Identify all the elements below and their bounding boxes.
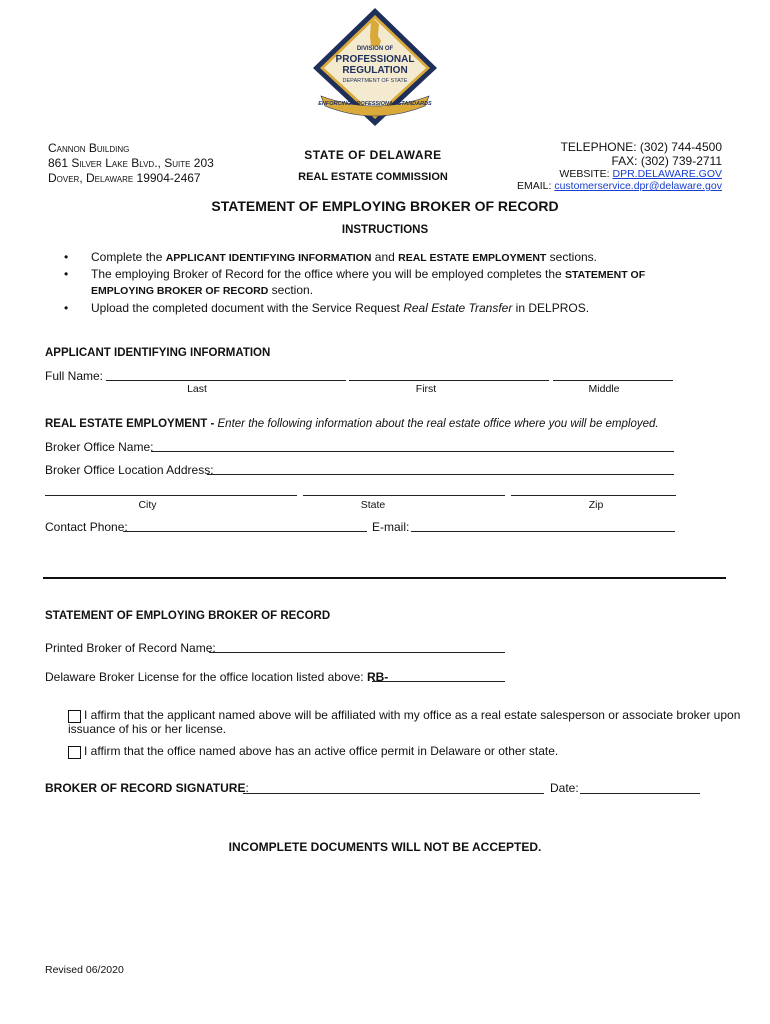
address-field[interactable]: [207, 474, 674, 475]
address-label: Broker Office Location Address:: [45, 463, 214, 477]
email-field-label: E-mail:: [372, 520, 410, 534]
full-name-label: Full Name:: [45, 369, 104, 383]
website: [559, 168, 722, 180]
fax: FAX: (302) 739-2711: [611, 154, 722, 168]
last-name-field[interactable]: [106, 380, 346, 381]
logo-line3: REGULATION: [342, 65, 408, 76]
instruction-item: • The employing Broker of Record for the office where you will be employed completes the STATEMENT OF EMPLOYING BROKER OF RECORD section.: [66, 267, 706, 299]
middle-caption: Middle: [588, 383, 620, 395]
state-field[interactable]: [303, 495, 505, 496]
contact-phone-label: Contact Phone:: [45, 520, 128, 534]
affirm-permit-checkbox[interactable]: [68, 746, 81, 759]
telephone: TELEPHONE: (302) 744-4500: [560, 140, 722, 154]
affirm-permit-text: I affirm that the office named above has an active office permit in Delaware or other state.: [84, 744, 559, 758]
license-label: Delaware Broker License for the office location listed above: RB-: [45, 670, 389, 684]
revised-date: Revised 06/2020: [45, 964, 124, 976]
zip-field[interactable]: [511, 495, 676, 496]
contact-phone-field[interactable]: [123, 531, 367, 532]
email-label: EMAIL:: [516, 180, 555, 192]
form-title: STATEMENT OF EMPLOYING BROKER OF RECORD: [211, 198, 559, 214]
instructions-heading: INSTRUCTIONS: [341, 224, 429, 236]
signature-label: BROKER OF RECORD SIGNATURE:: [45, 781, 249, 795]
license-field[interactable]: [372, 681, 505, 682]
logo-banner-text: ENFORCING PROFESSIONAL STANDARDS: [318, 101, 432, 107]
instructions-list: [66, 250, 706, 317]
office-name-field[interactable]: [151, 451, 674, 452]
office-name-label: Broker Office Name:: [45, 440, 154, 454]
address-line2: 861 Silver Lake Blvd., Suite 203: [48, 156, 214, 170]
applicant-heading: APPLICANT IDENTIFYING INFORMATION: [45, 347, 271, 359]
first-caption: First: [415, 383, 437, 395]
address-line1: Cannon Building: [48, 141, 130, 155]
section-divider: [43, 577, 726, 579]
instruction-item: • Complete the APPLICANT IDENTIFYING INFORMATION and REAL ESTATE EMPLOYMENT sections.: [66, 250, 706, 266]
first-name-field[interactable]: [349, 380, 549, 381]
signature-field[interactable]: [243, 793, 544, 794]
logo-line1: DIVISION OF: [356, 46, 394, 52]
email-field[interactable]: [411, 531, 675, 532]
website-label: WEBSITE:: [559, 168, 613, 180]
city-field[interactable]: [45, 495, 297, 496]
date-label: Date:: [550, 781, 579, 795]
broker-heading: STATEMENT OF EMPLOYING BROKER OF RECORD: [45, 610, 331, 622]
middle-name-field[interactable]: [553, 380, 673, 381]
address-line3: Dover, Delaware 19904-2467: [48, 171, 201, 185]
website-link[interactable]: DPR.DELAWARE.GOV: [612, 168, 722, 180]
real-estate-commission: REAL ESTATE COMMISSION: [298, 171, 448, 183]
city-caption: City: [138, 499, 157, 511]
dpr-logo: [309, 6, 441, 128]
date-field[interactable]: [580, 793, 700, 794]
state-of-delaware: STATE OF DELAWARE: [304, 148, 442, 162]
affirm-applicant-text-cont: issuance of his or her license.: [68, 722, 227, 736]
employment-heading: REAL ESTATE EMPLOYMENT - Enter the following information about the real estate office where you will be employed.: [45, 418, 659, 430]
last-caption: Last: [187, 383, 207, 395]
logo-line4: DEPARTMENT OF STATE: [342, 78, 408, 84]
affirm-applicant-text: I affirm that the applicant named above will be affiliated with my office as a real estate salesperson or associate broker upon: [84, 708, 741, 722]
zip-caption: Zip: [588, 499, 604, 511]
logo-line2: PROFESSIONAL: [335, 54, 415, 65]
printed-name-field[interactable]: [209, 652, 505, 653]
state-caption: State: [360, 499, 386, 511]
instruction-item: • Upload the completed document with the Service Request Real Estate Transfer in DELPROS.: [66, 301, 706, 316]
incomplete-warning: INCOMPLETE DOCUMENTS WILL NOT BE ACCEPTED.: [228, 840, 542, 854]
email: [517, 180, 722, 192]
printed-name-label: Printed Broker of Record Name:: [45, 641, 216, 655]
email-link[interactable]: customerservice.dpr@delaware.gov: [554, 180, 722, 192]
